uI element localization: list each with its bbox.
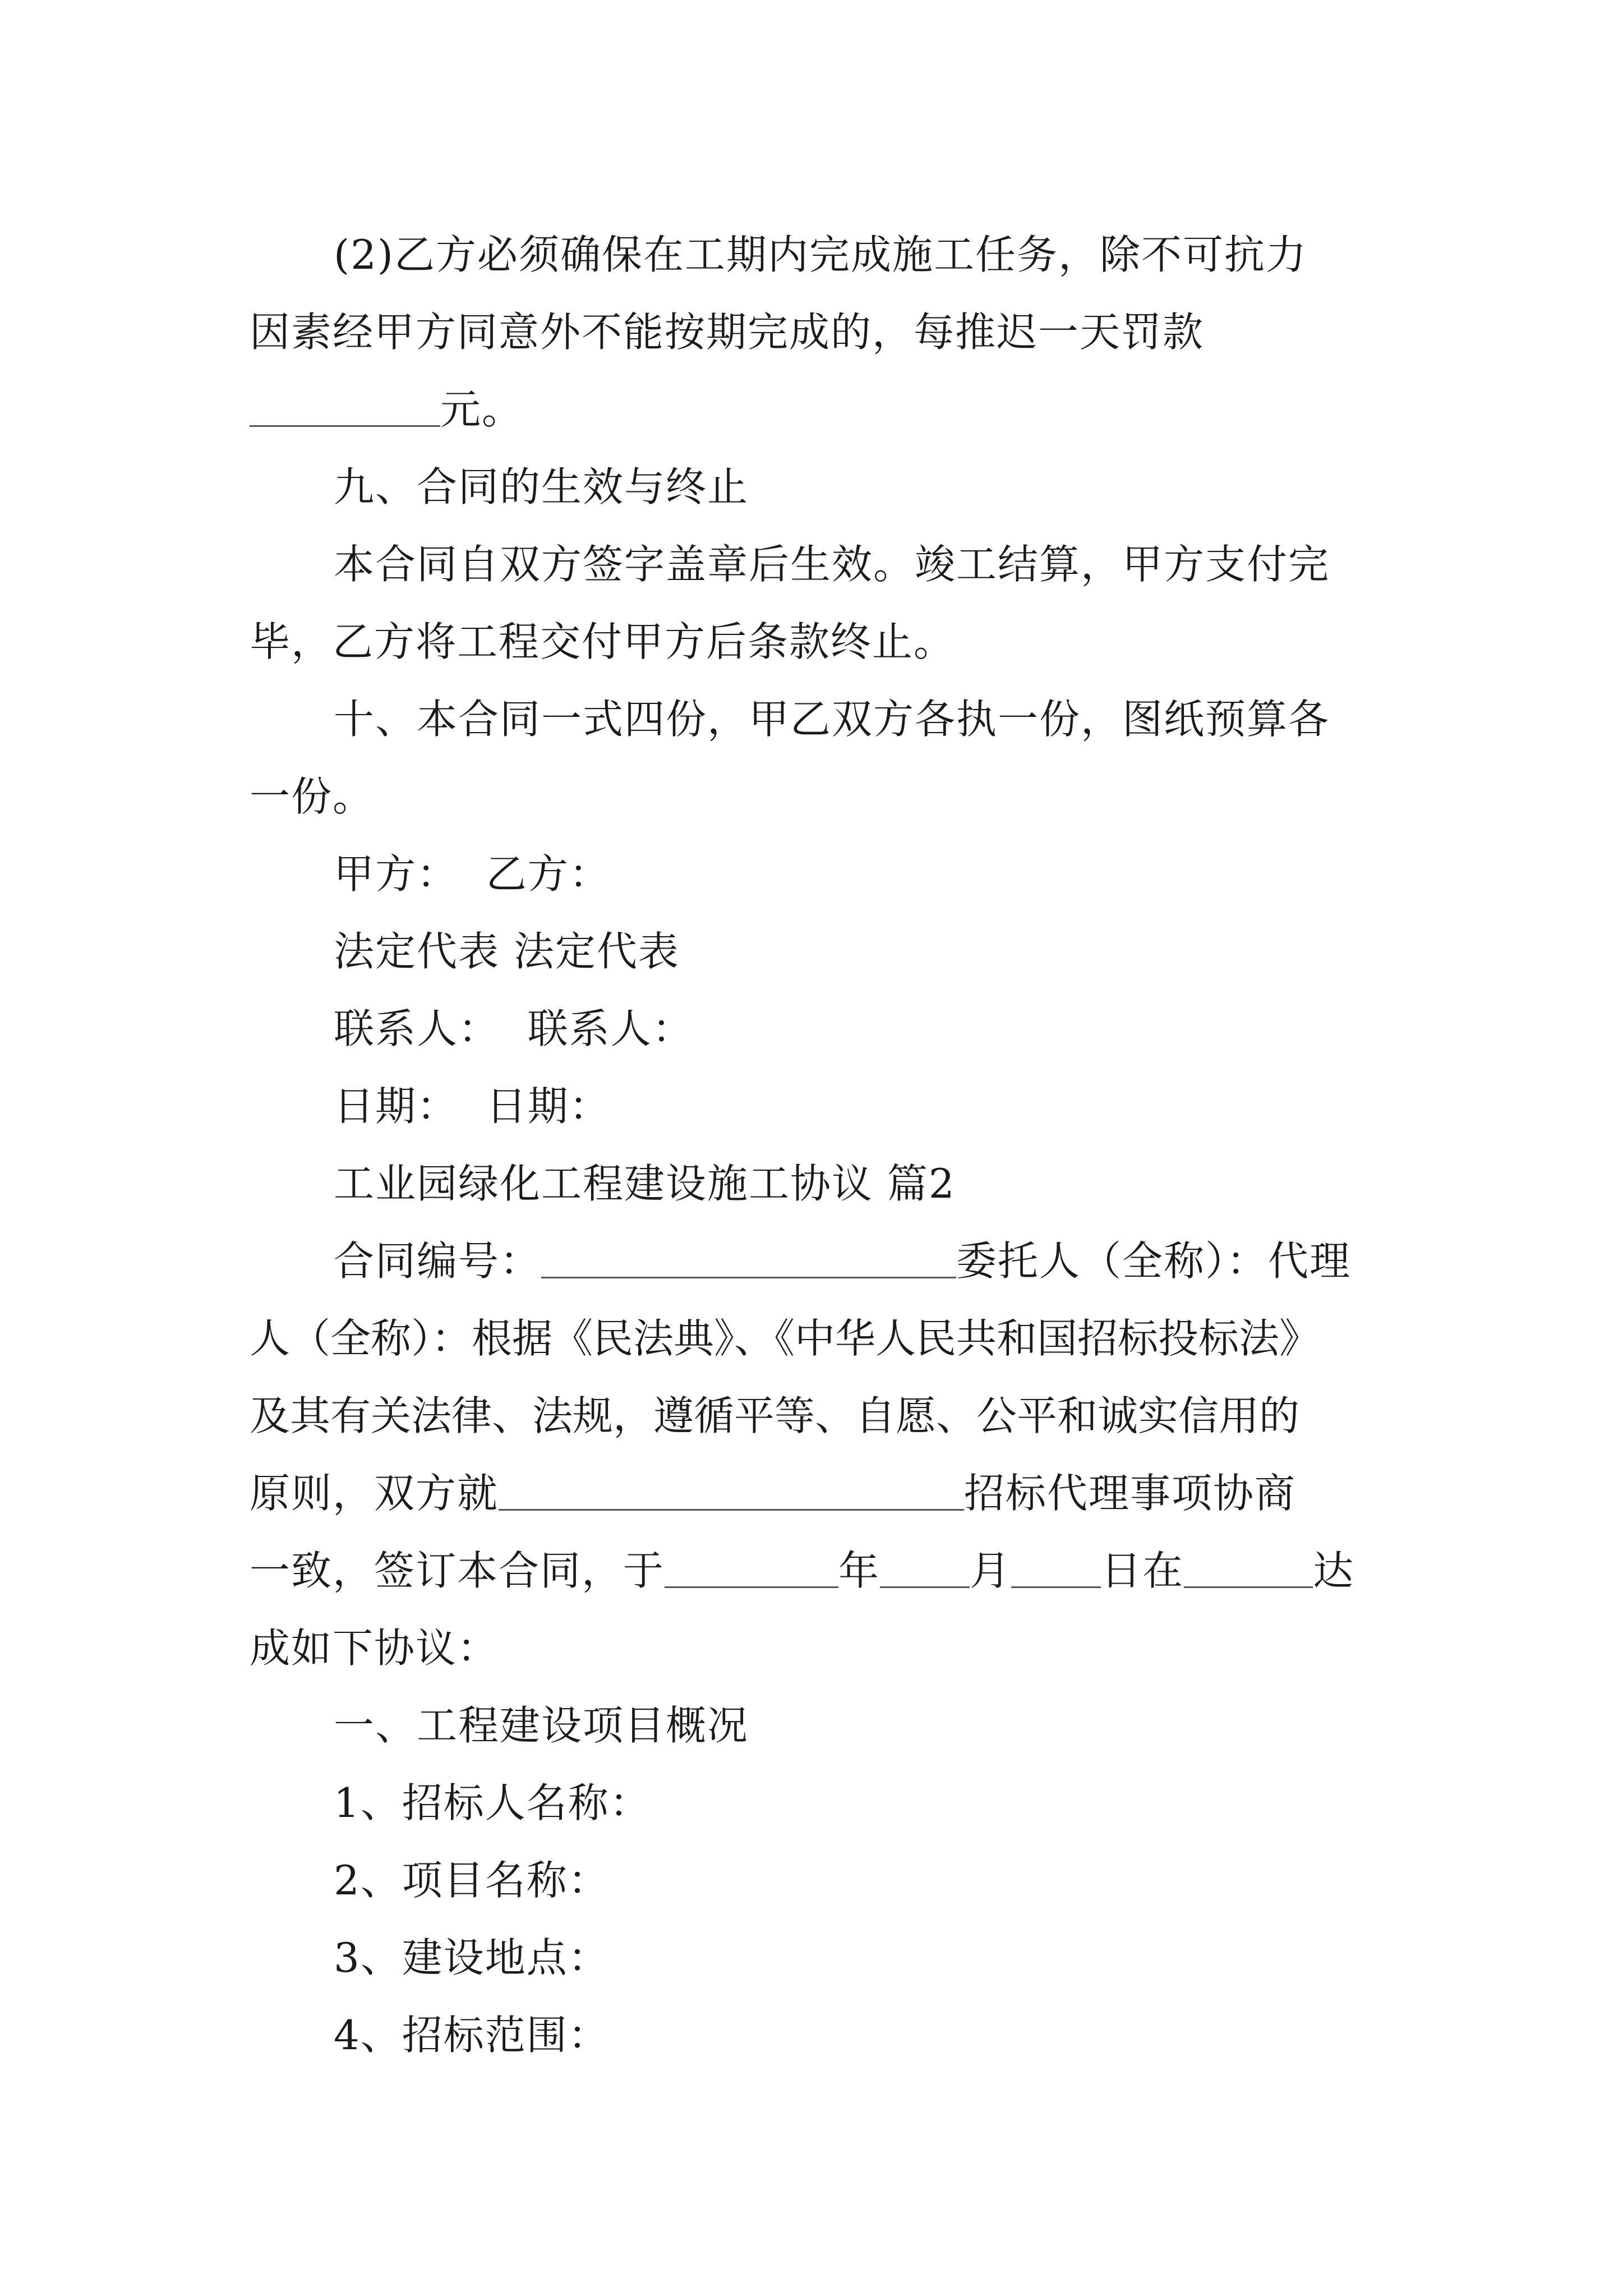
section-heading: 十、本合同一式四份，甲乙双方各执一份，图纸预算各 — [334, 696, 1330, 743]
paragraph-text: 达 — [1313, 1547, 1355, 1594]
contract-number-blank — [541, 1236, 956, 1278]
paragraph-text: 委托人（全称）：代理 — [956, 1237, 1352, 1285]
paragraph-line: 因素经甲方同意外不能按期完成的，每推迟一天罚款 — [250, 309, 1205, 356]
day-blank — [1011, 1546, 1101, 1588]
signature-line: 甲方： 乙方： — [334, 850, 611, 898]
place-blank — [1184, 1546, 1313, 1588]
paragraph-line: 本合同自双方签字盖章后生效。竣工结算，甲方支付完 — [334, 541, 1330, 588]
month-blank — [880, 1546, 970, 1588]
project-name-blank — [499, 1469, 964, 1511]
paragraph-text: 元。 — [440, 386, 524, 433]
paragraph-text: 日在 — [1101, 1547, 1184, 1594]
paragraph-line: 成如下协议： — [250, 1625, 499, 1672]
paragraph-text: 一致，签订本合同，于 — [250, 1547, 665, 1594]
paragraph-text: 合同编号： — [334, 1237, 542, 1285]
document-title: 工业园绿化工程建设施工协议 篇2 — [334, 1160, 956, 1207]
document-body — [250, 216, 1382, 2074]
paragraph-line: 及其有关法律、法规，遵循平等、自愿、公平和诚实信用的 — [250, 1392, 1300, 1439]
paragraph-text: 原则，双方就 — [250, 1470, 499, 1517]
signature-line: 日期： 日期： — [334, 1083, 611, 1130]
signature-line: 联系人： 联系人： — [334, 1005, 694, 1052]
fill-blank — [250, 385, 440, 427]
section-heading: 一、工程建设项目概况 — [334, 1702, 749, 1749]
paragraph-line — [250, 1455, 1382, 1532]
year-blank — [665, 1546, 838, 1588]
list-item: 1、招标人名称： — [334, 1779, 651, 1826]
section-heading: 九、合同的生效与终止 — [334, 463, 749, 510]
paragraph-line — [250, 1532, 1382, 1609]
paragraph-text: 招标代理事项协商 — [964, 1470, 1297, 1517]
list-item: 4、招标范围： — [334, 2012, 610, 2059]
signature-line: 法定代表 法定代表 — [334, 928, 680, 975]
paragraph-line — [250, 1222, 1382, 1300]
paragraph-line — [250, 371, 1382, 448]
list-item: 3、建设地点： — [334, 1934, 610, 1981]
paragraph-text: 年 — [838, 1547, 880, 1594]
list-item: 2、项目名称： — [334, 1857, 610, 1904]
paragraph-text: 月 — [970, 1547, 1012, 1594]
paragraph-line: (2)乙方必须确保在工期内完成施工任务，除不可抗力 — [334, 231, 1307, 278]
paragraph-line: 人（全称）：根据《民法典》、《中华人民共和国招标投标法》 — [250, 1315, 1320, 1362]
paragraph-line: 一份。 — [250, 773, 375, 820]
paragraph-line: 毕，乙方将工程交付甲方后条款终止。 — [250, 618, 956, 665]
